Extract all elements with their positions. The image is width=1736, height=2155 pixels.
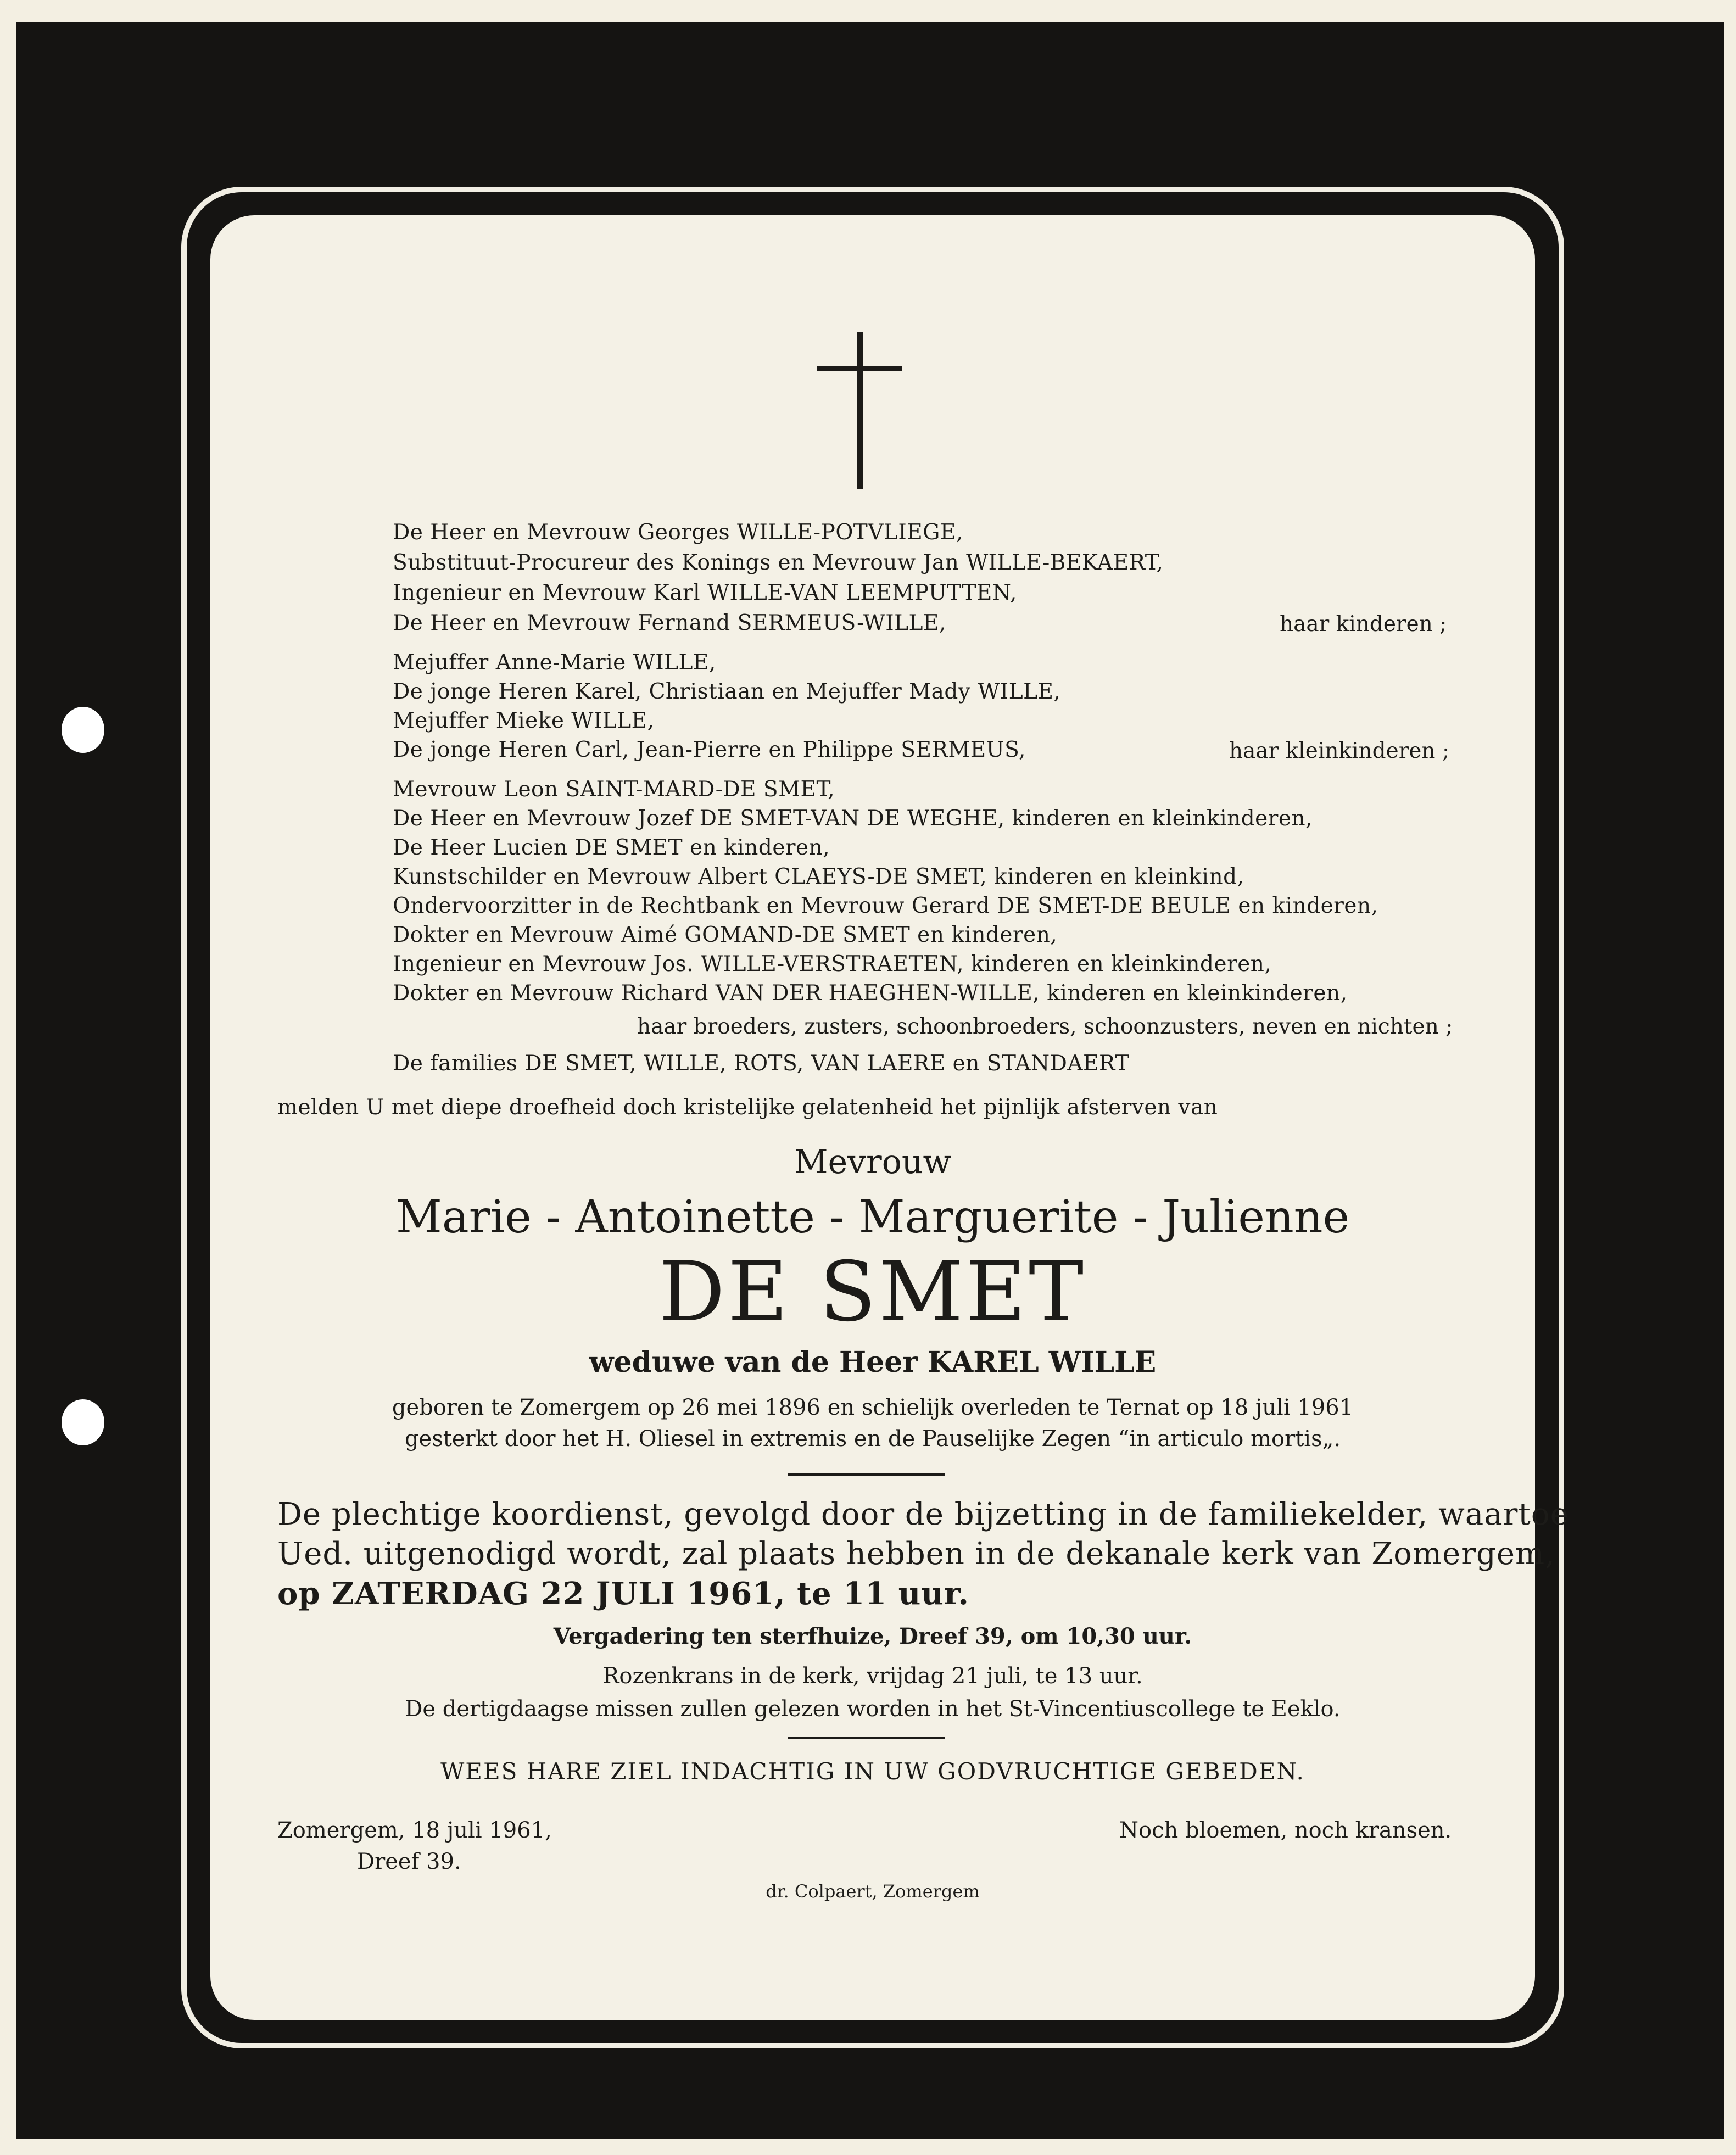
announcement-line: melden U met diepe droefheid doch kristelijke gelatenheid het pijnlijk afsterven van <box>277 1095 1218 1120</box>
grandchild-line: Mejuffer Mieke WILLE, <box>393 708 655 733</box>
meeting-line: Vergadering ten sterfhuize, Dreef 39, om 10,30 uur. <box>553 1623 1192 1649</box>
deceased-title: Mevrouw <box>794 1143 951 1181</box>
service-date-line: op ZATERDAG 22 JULI 1961, te 11 uur. <box>277 1576 969 1612</box>
sibling-line: Dokter en Mevrouw Richard VAN DER HAEGHEN-WILLE, kinderen en kleinkinderen, <box>393 981 1348 1006</box>
grandchild-line: De jonge Heren Carl, Jean-Pierre en Philippe SERMEUS, <box>393 738 1026 762</box>
deceased-surname: DE SMET <box>658 1244 1087 1340</box>
masses-line: De dertigdaagse missen zullen gelezen worden in het St-Vincentiuscollege te Eeklo. <box>405 1696 1341 1722</box>
child-line: De Heer en Mevrouw Georges WILLE-POTVLIEGE, <box>393 520 963 545</box>
grandchild-line: Mejuffer Anne-Marie WILLE, <box>393 650 716 675</box>
rosary-line: Rozenkrans in de kerk, vrijdag 21 juli, te 13 uur. <box>602 1663 1143 1689</box>
siblings-note: haar broeders, zusters, schoonbroeders, schoonzusters, neven en nichten ; <box>637 1014 1453 1039</box>
place-date: Zomergem, 18 juli 1961, <box>277 1818 552 1843</box>
sibling-line: Mevrouw Leon SAINT-MARD-DE SMET, <box>393 777 835 802</box>
punch-hole-top <box>62 707 104 753</box>
sibling-line: Ondervoorzitter in de Rechtbank en Mevrouw Gerard DE SMET-DE BEULE en kinderen, <box>393 894 1378 918</box>
service-line-1: De plechtige koordienst, gevolgd door de bijzetting in de familiekelder, waartoe <box>277 1497 1569 1532</box>
sibling-line: Dokter en Mevrouw Aimé GOMAND-DE SMET en kinderen, <box>393 923 1058 947</box>
sibling-line: Ingenieur en Mevrouw Jos. WILLE-VERSTRAETEN, kinderen en kleinkinderen, <box>393 952 1272 976</box>
child-line: Ingenieur en Mevrouw Karl WILLE-VAN LEEMPUTTEN, <box>393 580 1017 605</box>
child-line: De Heer en Mevrouw Fernand SERMEUS-WILLE, <box>393 611 946 635</box>
widow-line: weduwe van de Heer KAREL WILLE <box>589 1346 1157 1379</box>
grandchildren-note: haar kleinkinderen ; <box>1229 739 1450 763</box>
deceased-given-names: Marie - Antoinette - Marguerite - Julienne <box>395 1191 1350 1243</box>
grandchild-line: De jonge Heren Karel, Christiaan en Mejuffer Mady WILLE, <box>393 679 1061 704</box>
divider-rule <box>788 1473 945 1476</box>
sibling-line: Kunstschilder en Mevrouw Albert CLAEYS-DE SMET, kinderen en kleinkind, <box>393 864 1244 889</box>
service-line-2: Ued. uitgenodigd wordt, zal plaats hebben in de dekanale kerk van Zomergem, <box>277 1536 1555 1572</box>
children-note: haar kinderen ; <box>1280 612 1447 637</box>
divider-rule <box>788 1737 945 1739</box>
sibling-line: De Heer Lucien DE SMET en kinderen, <box>393 835 830 860</box>
sibling-line: De Heer en Mevrouw Jozef DE SMET-VAN DE WEGHE, kinderen en kleinkinderen, <box>393 806 1313 831</box>
punch-hole-bottom <box>62 1399 104 1445</box>
prayer-line: WEES HARE ZIEL INDACHTIG IN UW GODVRUCHTIGE GEBEDEN. <box>440 1758 1305 1785</box>
printer-credit: dr. Colpaert, Zomergem <box>766 1881 980 1902</box>
families-line: De families DE SMET, WILLE, ROTS, VAN LAERE en STANDAERT <box>393 1051 1130 1076</box>
birth-death-line: geboren te Zomergem op 26 mei 1896 en schielijk overleden te Ternat op 18 juli 1961 <box>392 1395 1354 1420</box>
no-flowers-note: Noch bloemen, noch kransen. <box>1119 1818 1452 1843</box>
child-line: Substituut-Procureur des Konings en Mevrouw Jan WILLE-BEKAERT, <box>393 550 1164 575</box>
address: Dreef 39. <box>357 1849 461 1874</box>
sacrament-line: gesterkt door het H. Oliesel in extremis en de Pauselijke Zegen “in articulo mortis„. <box>404 1426 1341 1451</box>
